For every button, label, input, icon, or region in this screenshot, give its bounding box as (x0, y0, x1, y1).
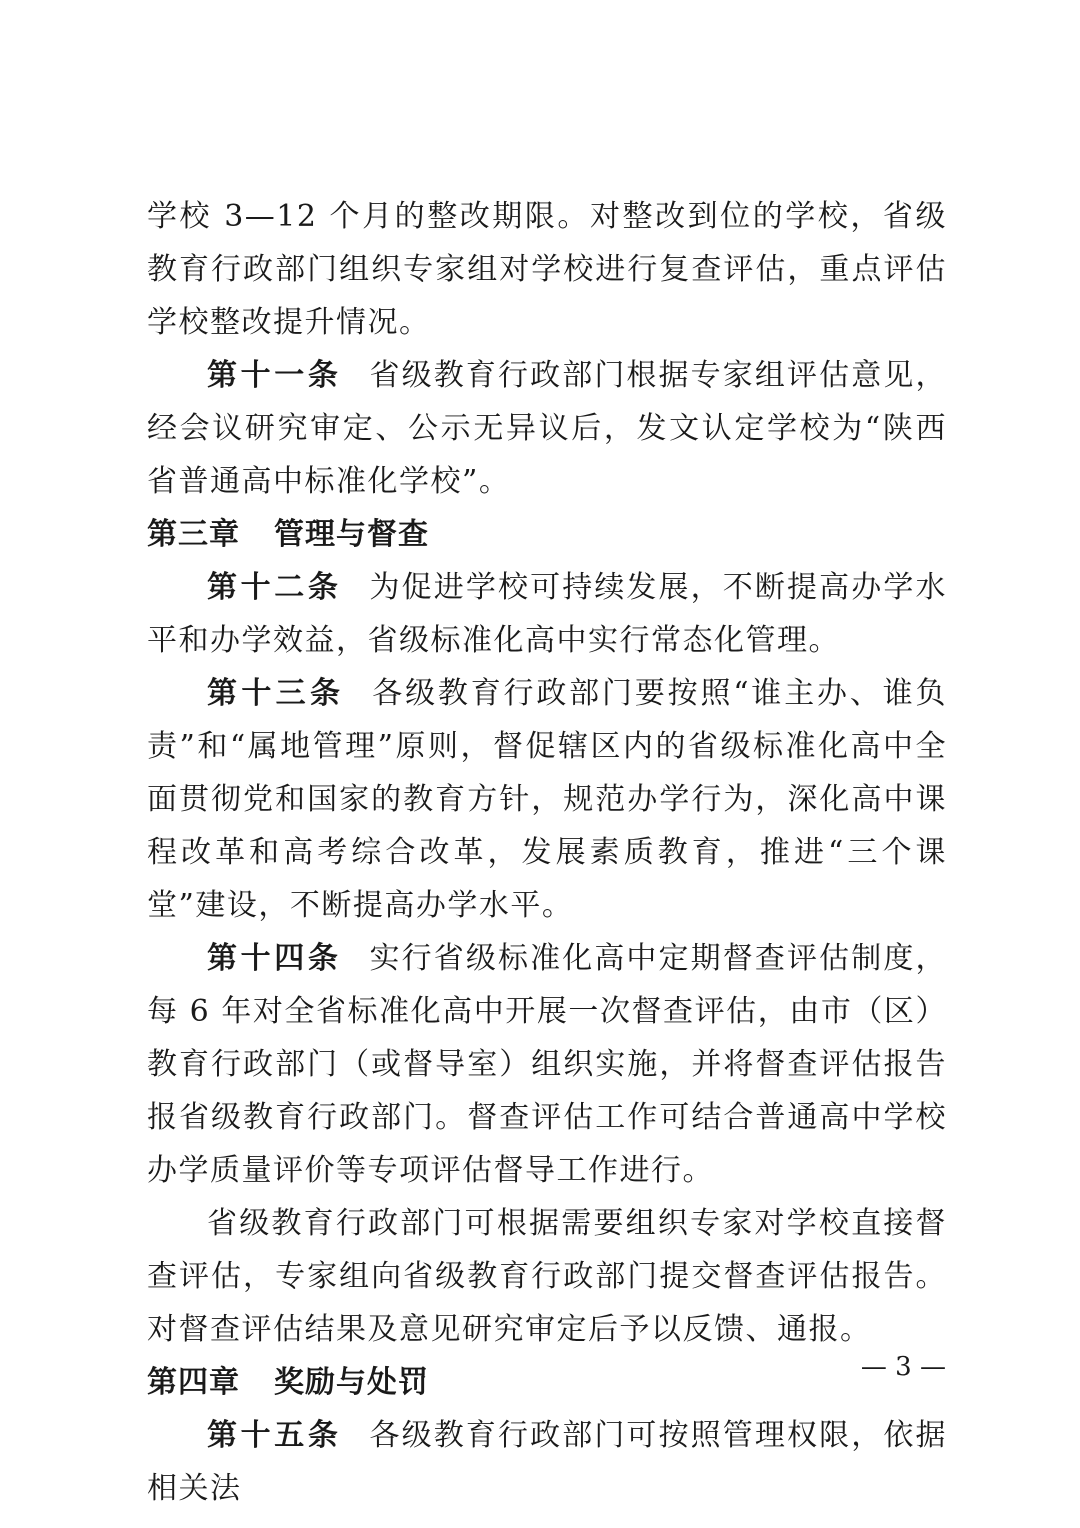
chapter-3-number: 第三章 (147, 517, 240, 552)
paragraph-continuation: 学校 3—12 个月的整改期限。对整改到位的学校，省级教育行政部门组织专家组对学校进行复查评估，重点评估学校整改提升情况。 (147, 199, 947, 340)
chapter-4-heading (147, 1356, 947, 1409)
article-15 (147, 1409, 947, 1515)
chapter-4-number: 第四章 (147, 1365, 240, 1400)
article-14-text: 实行省级标准化高中定期督查评估制度，每 6 年对全省标准化高中开展一次督查评估，由市（区）教育行政部门（或督导室）组织实施，并将督查评估报告报省级教育行政部门。督查评估工作可结合普通高中学校办学质量评价等专项评估督导工作进行。 (147, 941, 948, 1188)
article-14-label: 第十四条 (207, 941, 342, 976)
article-12 (147, 561, 947, 667)
article-14-paragraph-2: 省级教育行政部门可根据需要组织专家对学校直接督查评估，专家组向省级教育行政部门提交督查评估报告。对督查评估结果及意见研究审定后予以反馈、通报。 (147, 1206, 947, 1347)
article-12-text: 为促进学校可持续发展，不断提高办学水平和办学效益，省级标准化高中实行常态化管理。 (147, 570, 948, 658)
article-13-text: 各级教育行政部门要按照“谁主办、谁负责”和“属地管理”原则，督促辖区内的省级标准化高中全面贯彻党和国家的教育方针，规范办学行为，深化高中课程改革和高考综合改革，发展素质教育，推进“三个课堂”建设，不断提高办学水平。 (147, 676, 948, 923)
article-11 (147, 349, 947, 508)
article-15-text: 各级教育行政部门可按照管理权限，依据相关法 (147, 1418, 948, 1506)
chapter-3-heading (147, 508, 947, 561)
chapter-4-title: 奖励与处罚 (274, 1365, 429, 1400)
document-body (147, 190, 947, 1515)
page-number: — 3 — (860, 1352, 946, 1382)
article-15-label: 第十五条 (207, 1418, 342, 1453)
chapter-3-title: 管理与督查 (274, 517, 429, 552)
article-14 (147, 932, 947, 1197)
article-12-label: 第十二条 (207, 570, 342, 605)
article-13-label: 第十三条 (207, 676, 345, 711)
article-11-text: 省级教育行政部门根据专家组评估意见，经会议研究审定、公示无异议后，发文认定学校为“陕西省普通高中标准化学校”。 (147, 358, 948, 499)
article-11-label: 第十一条 (207, 358, 342, 393)
article-13 (147, 667, 947, 932)
